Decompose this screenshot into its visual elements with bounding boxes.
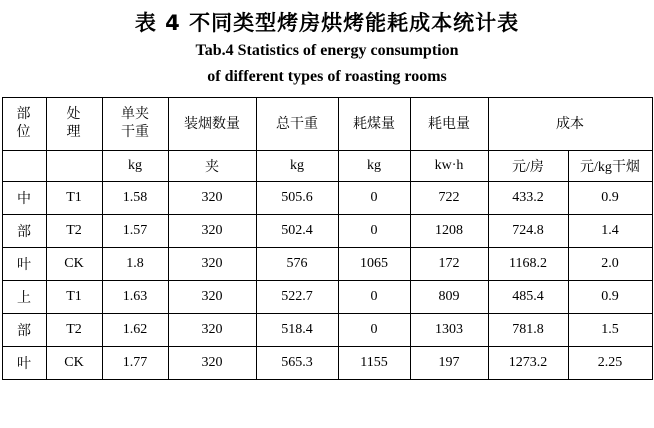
header-treatment [46,98,102,151]
cell-position: 部 [2,215,46,248]
cell-load-quantity: 320 [168,314,256,347]
cell-position: 叶 [2,248,46,281]
cell-treatment: CK [46,248,102,281]
table-title-english-line1: Tab.4 Statistics of energy consumption [195,42,459,59]
cell-coal-consumption: 1065 [338,248,410,281]
header-position-line1: 部 [16,107,32,122]
cell-treatment: T1 [46,281,102,314]
table-row [2,248,652,281]
header-position [2,98,46,151]
table-title-english-line2: of different types of roasting rooms [207,68,447,85]
table-row [2,314,652,347]
cell-position: 上 [2,281,46,314]
cell-total-dry-weight: 505.6 [256,182,338,215]
unit-dry-weight-per-clip: kg [102,151,168,182]
cell-dry-weight-per-clip: 1.63 [102,281,168,314]
unit-load-quantity: 夹 [168,151,256,182]
table-row [2,182,652,215]
table-title-chinese: 表 4 不同类型烤房烘烤能耗成本统计表 [134,11,520,35]
table-row [2,347,652,380]
header-coal-consumption: 耗煤量 [338,98,410,151]
table-header-main-row [2,98,652,151]
cell-cost-per-kg: 1.5 [568,314,652,347]
cell-cost-per-room: 433.2 [488,182,568,215]
cell-treatment: CK [46,347,102,380]
header-power-consumption: 耗电量 [410,98,488,151]
cell-dry-weight-per-clip: 1.77 [102,347,168,380]
cell-cost-per-room: 485.4 [488,281,568,314]
table-row [2,215,652,248]
cell-load-quantity: 320 [168,281,256,314]
cell-cost-per-kg: 2.0 [568,248,652,281]
header-position-line2: 位 [16,125,32,140]
cell-cost-per-kg: 1.4 [568,215,652,248]
cell-dry-weight-per-clip: 1.62 [102,314,168,347]
cell-coal-consumption: 0 [338,281,410,314]
unit-total-dry-weight: kg [256,151,338,182]
cell-position: 叶 [2,347,46,380]
header-dry-weight-line2: 干重 [121,125,149,140]
cell-load-quantity: 320 [168,215,256,248]
cell-load-quantity: 320 [168,248,256,281]
cell-power-consumption: 722 [410,182,488,215]
cell-power-consumption: 197 [410,347,488,380]
cell-treatment: T1 [46,182,102,215]
unit-treatment [46,151,102,182]
cell-power-consumption: 809 [410,281,488,314]
cell-coal-consumption: 0 [338,314,410,347]
cell-dry-weight-per-clip: 1.8 [102,248,168,281]
unit-position [2,151,46,182]
cell-total-dry-weight: 518.4 [256,314,338,347]
cell-coal-consumption: 0 [338,215,410,248]
cell-position: 中 [2,182,46,215]
header-cost: 成本 [488,98,652,151]
cell-position: 部 [2,314,46,347]
cell-total-dry-weight: 502.4 [256,215,338,248]
header-treatment-line1: 处 [66,107,82,122]
cell-total-dry-weight: 522.7 [256,281,338,314]
table-row [2,281,652,314]
cell-load-quantity: 320 [168,182,256,215]
cell-treatment: T2 [46,314,102,347]
cell-cost-per-room: 1273.2 [488,347,568,380]
header-load-quantity: 装烟数量 [168,98,256,151]
cell-cost-per-room: 1168.2 [488,248,568,281]
cell-dry-weight-per-clip: 1.58 [102,182,168,215]
energy-consumption-table [2,97,653,380]
cell-load-quantity: 320 [168,347,256,380]
unit-coal-consumption: kg [338,151,410,182]
cell-coal-consumption: 1155 [338,347,410,380]
cell-cost-per-room: 781.8 [488,314,568,347]
unit-power-consumption: kw·h [410,151,488,182]
cell-total-dry-weight: 576 [256,248,338,281]
cell-coal-consumption: 0 [338,182,410,215]
header-dry-weight-per-clip [102,98,168,151]
cell-total-dry-weight: 565.3 [256,347,338,380]
cell-cost-per-kg: 2.25 [568,347,652,380]
title-block [0,0,654,90]
cell-cost-per-kg: 0.9 [568,281,652,314]
header-treatment-line2: 理 [66,125,82,140]
unit-cost-per-room: 元/房 [488,151,568,182]
unit-cost-per-kg: 元/kg干烟 [568,151,652,182]
cell-cost-per-kg: 0.9 [568,182,652,215]
cell-dry-weight-per-clip: 1.57 [102,215,168,248]
cell-power-consumption: 172 [410,248,488,281]
cell-power-consumption: 1303 [410,314,488,347]
table-header-unit-row [2,151,652,182]
cell-treatment: T2 [46,215,102,248]
cell-cost-per-room: 724.8 [488,215,568,248]
cell-power-consumption: 1208 [410,215,488,248]
header-total-dry-weight: 总干重 [256,98,338,151]
header-dry-weight-line1: 单夹 [121,107,149,122]
